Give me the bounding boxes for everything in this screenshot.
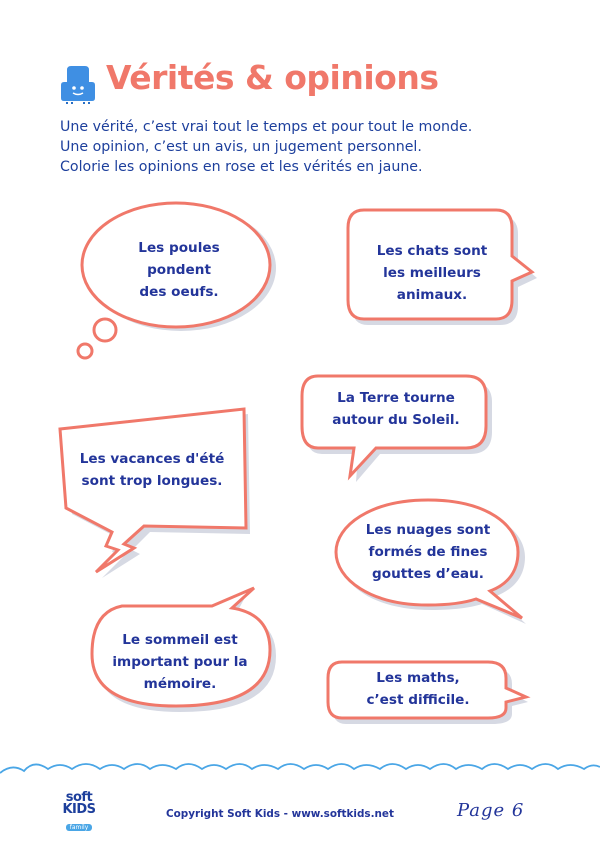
- statement-line: La Terre tourne: [337, 390, 455, 406]
- statement-line: Les vacances d'été: [79, 451, 225, 467]
- statement-line: sont trop longues.: [81, 473, 223, 489]
- logo-text: KIDS: [62, 802, 96, 817]
- copyright-text: Copyright Soft Kids - www.softkids.net: [166, 808, 394, 820]
- statement-line: Les nuages sont: [365, 522, 491, 538]
- instruction-line: Colorie les opinions en rose et les vérités en jaune.: [60, 159, 423, 175]
- jagged-speech-bubble-shape: [60, 409, 250, 578]
- page-number: Page 6: [457, 800, 525, 821]
- statement-line: autour du Soleil.: [332, 412, 460, 428]
- bubble-statement: [340, 667, 496, 711]
- statement-line: formés de fines: [368, 544, 488, 560]
- bubble-statement: [100, 629, 260, 695]
- statement-line: Les chats sont: [376, 243, 488, 259]
- statement-line: important pour la: [112, 654, 248, 670]
- page-title: Vérités & opinions: [106, 58, 439, 97]
- logo-text: soft: [65, 790, 93, 805]
- bubble-statement: [352, 519, 504, 585]
- statement-line: des oeufs.: [139, 284, 219, 300]
- instruction-line: Une vérité, c’est vrai tout le temps et pour tout le monde.: [60, 119, 473, 135]
- statement-line: gouttes d’eau.: [372, 566, 484, 582]
- statement-line: Le sommeil est: [122, 632, 238, 648]
- statement-line: Les poules: [138, 240, 220, 256]
- statement-line: c’est difficile.: [366, 692, 470, 708]
- bubble-statement: [316, 387, 476, 431]
- footer-wave-divider: [0, 755, 600, 785]
- statement-line: pondent: [147, 262, 211, 278]
- statement-line: les meilleurs: [383, 265, 481, 281]
- soft-kids-logo: [57, 792, 101, 834]
- bubble-statement: [116, 237, 242, 303]
- instruction-line: Une opinion, c’est un avis, un jugement personnel.: [60, 139, 422, 155]
- logo-tag: family: [66, 824, 93, 831]
- bubble-statement: [360, 240, 504, 306]
- bubble-statement: [70, 448, 234, 492]
- statement-line: Les maths,: [376, 670, 460, 686]
- statement-line: animaux.: [396, 287, 468, 303]
- statement-line: mémoire.: [143, 676, 217, 692]
